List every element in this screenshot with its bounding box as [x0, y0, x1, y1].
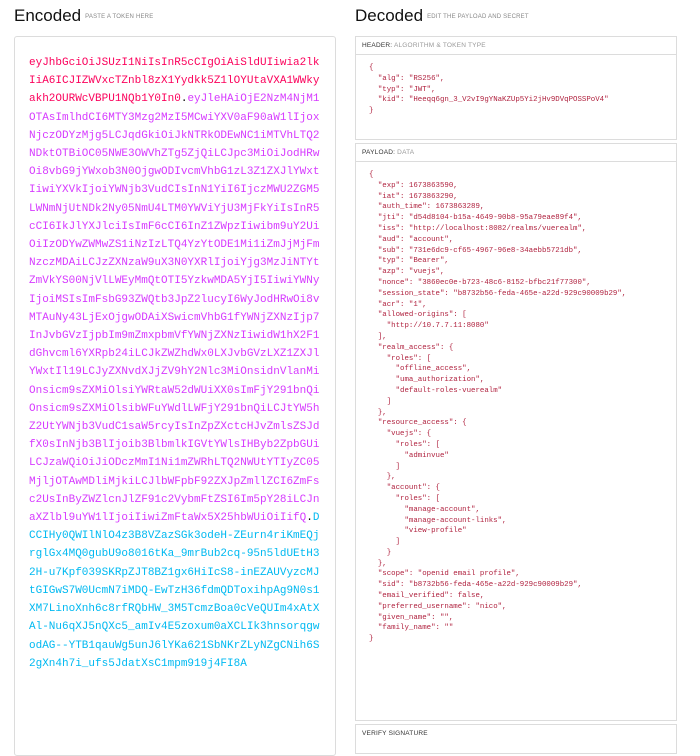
header-json-editor[interactable]: { "alg": "RS256", "typ": "JWT", "kid": "Heeqq6gn_3_V2vI9gYNaKZUp5Yi2jHv9DVqPOSSPoV4" } — [369, 64, 609, 116]
token-signature-part: DCCIHy0QWIlNlO4z3B8VZazSGk3odeH-ZEurn4riKmEQjrglGx4MQ0gubU9o8016tKa_9mrBub2cq-95n5ldUEtH32H-u7Kpf039SKRpZJT8BZ1gx6HiIcS8-inEZAUVyzcMJtGIGwS7W0UcmN7iMDQ-EwTzH36fdmQDToxihpAg9N0s1XM7LinoXnh6c8rfRQbHW_3M5TcmzBoa0cVeQUIm4xAtXAl-Nu6qXJ5nQXc5_amIv4E5zoxum0aXCLIk3hnsorqgwodAG--YTB1qauWg5unJ6lYKa621SbNKrZLyNZgCNih6S2gXn4h7i_ufs5JdatXsC1mpm919j4FI8A — [29, 512, 320, 670]
header-panel-desc: ALGORITHM & TOKEN TYPE — [393, 42, 486, 49]
payload-panel-label: PAYLOAD: — [362, 149, 396, 156]
token-dot-separator: . — [180, 93, 188, 106]
header-panel — [355, 36, 677, 140]
encoded-title-text: Encoded — [14, 6, 82, 25]
decoded-subtitle: EDIT THE PAYLOAD AND SECRET — [427, 13, 529, 20]
encoded-title — [14, 6, 153, 26]
decoded-title-text: Decoded — [355, 6, 424, 25]
payload-panel-desc: DATA — [397, 149, 415, 156]
payload-panel — [355, 143, 677, 721]
token-dot-separator: . — [306, 512, 313, 525]
payload-panel-title — [356, 144, 676, 162]
verify-signature-title: VERIFY SIGNATURE — [362, 730, 428, 737]
encoded-token-textarea[interactable] — [14, 36, 336, 756]
payload-json-editor[interactable]: { "exp": 1673863590, "iat": 1673863290, "auth_time": 1673863289, "jti": "d54d8104-b15a-4649-90b8-95a79eae89f4", "iss": "http://localhost:8082/realms/vuerealm", "aud": "account", "sub": "731e6dc9-cf65-4967-96e8-34aebb5721db", "typ": "Bearer", "azp": "vuejs", "nonce": "3860ec0e-b723-48c6-8152-bfbc21f77300", "session_state": "b8732b56-feda-465e-a22d-929c90009b29", "acr": "1", "allowed-origins": [ "http://10.7.7.11:8080" ], "realm_access": { "roles": [ "offline_access", "uma_authorization", "default-roles-vuerealm" ] }, "resource_access": { "vuejs": { "roles": [ "adminvue" ] }, "account": { "roles": [ "manage-account", "manage-account-links", "view-profile" ] } }, "scope": "openid email profile", "sid": "b8732b56-feda-465e-a22d-929c90009b29", "email_verified": false, "preferred_username": "nico", "given_name": "", "family_name": "" } — [369, 171, 627, 644]
encoded-subtitle: PASTE A TOKEN HERE — [85, 13, 154, 20]
decoded-title — [355, 6, 529, 26]
token-header-part: eyJhbGciOiJSUzI1NiIsInR5cCIgOiAiSldUIiwia2lkIiA6ICJIZWVxcTZnbl8zX1Yydkk5Z1lOYUtaVXA1WWkyakh2OURWcVBPU1NQb1Y0In0 — [29, 57, 320, 106]
header-panel-label: HEADER: — [362, 42, 393, 49]
verify-signature-panel[interactable] — [355, 724, 677, 754]
token-payload-part: eyJleHAiOjE2NzM4NjM1OTAsImlhdCI6MTY3Mzg2MzI5MCwiYXV0aF90aW1lIjoxNjczODYzMjg5LCJqdGkiOiJkNTRkODEwNC1iMTVhLTQ2NDktOTBiOC05NWE3OWVhZTg5ZjQiLCJpc3MiOiJodHRwOi8vbG9jYWxob3N0OjgwODIvcmVhbG1zL3Z1ZXJlYWxtIiwiYXVkIjoiYWNjb3VudCIsInN1YiI6IjczMWU2ZGM5LWNmNjUtNDk2Ny05NmU4LTM0YWViYjU3MjFkYiIsInR5cCI6IkJlYXJlciIsImF6cCI6InZ1ZWpzIiwibm9uY2UiOiIzODYwZWMwZS1iNzIzLTQ4YzYtODE1Mi1iZmJjMjFmNzczMDAiLCJzZXNzaW9uX3N0YXRlIjoiYjg3MzJiNTYtZmVkYS00NjVlLWEyMmQtOTI5YzkwMDA5YjI5IiwiYWNyIjoiMSIsImFsbG93ZWQtb3JpZ2lucyI6WyJodHRwOi8vMTAuNy43LjExOjgwODAiXSwicmVhbG1fYWNjZXNzIjp7InJvbGVzIjpbIm9mZmxpbmVfYWNjZXNzIiwidW1hX2F1dGhvcml6YXRpb24iLCJkZWZhdWx0LXJvbGVzLXZ1ZXJlYWxtIl19LCJyZXNvdXJjZV9hY2Nlc3MiOnsidnVlanMiOnsicm9sZXMiOlsiYWRtaW52dWUiXX0sImFjY291bnQiOnsicm9sZXMiOlsibWFuYWdlLWFjY291bnQiLCJtYW5hZ2UtYWNjb3VudC1saW5rcyIsInZpZXctcHJvZmlsZSJdfX0sInNjb3BlIjoib3BlbmlkIGVtYWlsIHByb2ZpbGUiLCJzaWQiOiJiODczMmI1Ni1mZWRhLTQ2NWUtYTIyZC05MjljOTAwMDliMjkiLCJlbWFpbF92ZXJpZmllZCI6ZmFsc2UsInByZWZlcnJlZF91c2VybmFtZSI6Im5pY28iLCJnaXZlbl9uYW1lIjoiIiwiZmFtaWx5X25hbWUiOiIifQ — [29, 93, 320, 525]
header-panel-title — [356, 37, 676, 55]
